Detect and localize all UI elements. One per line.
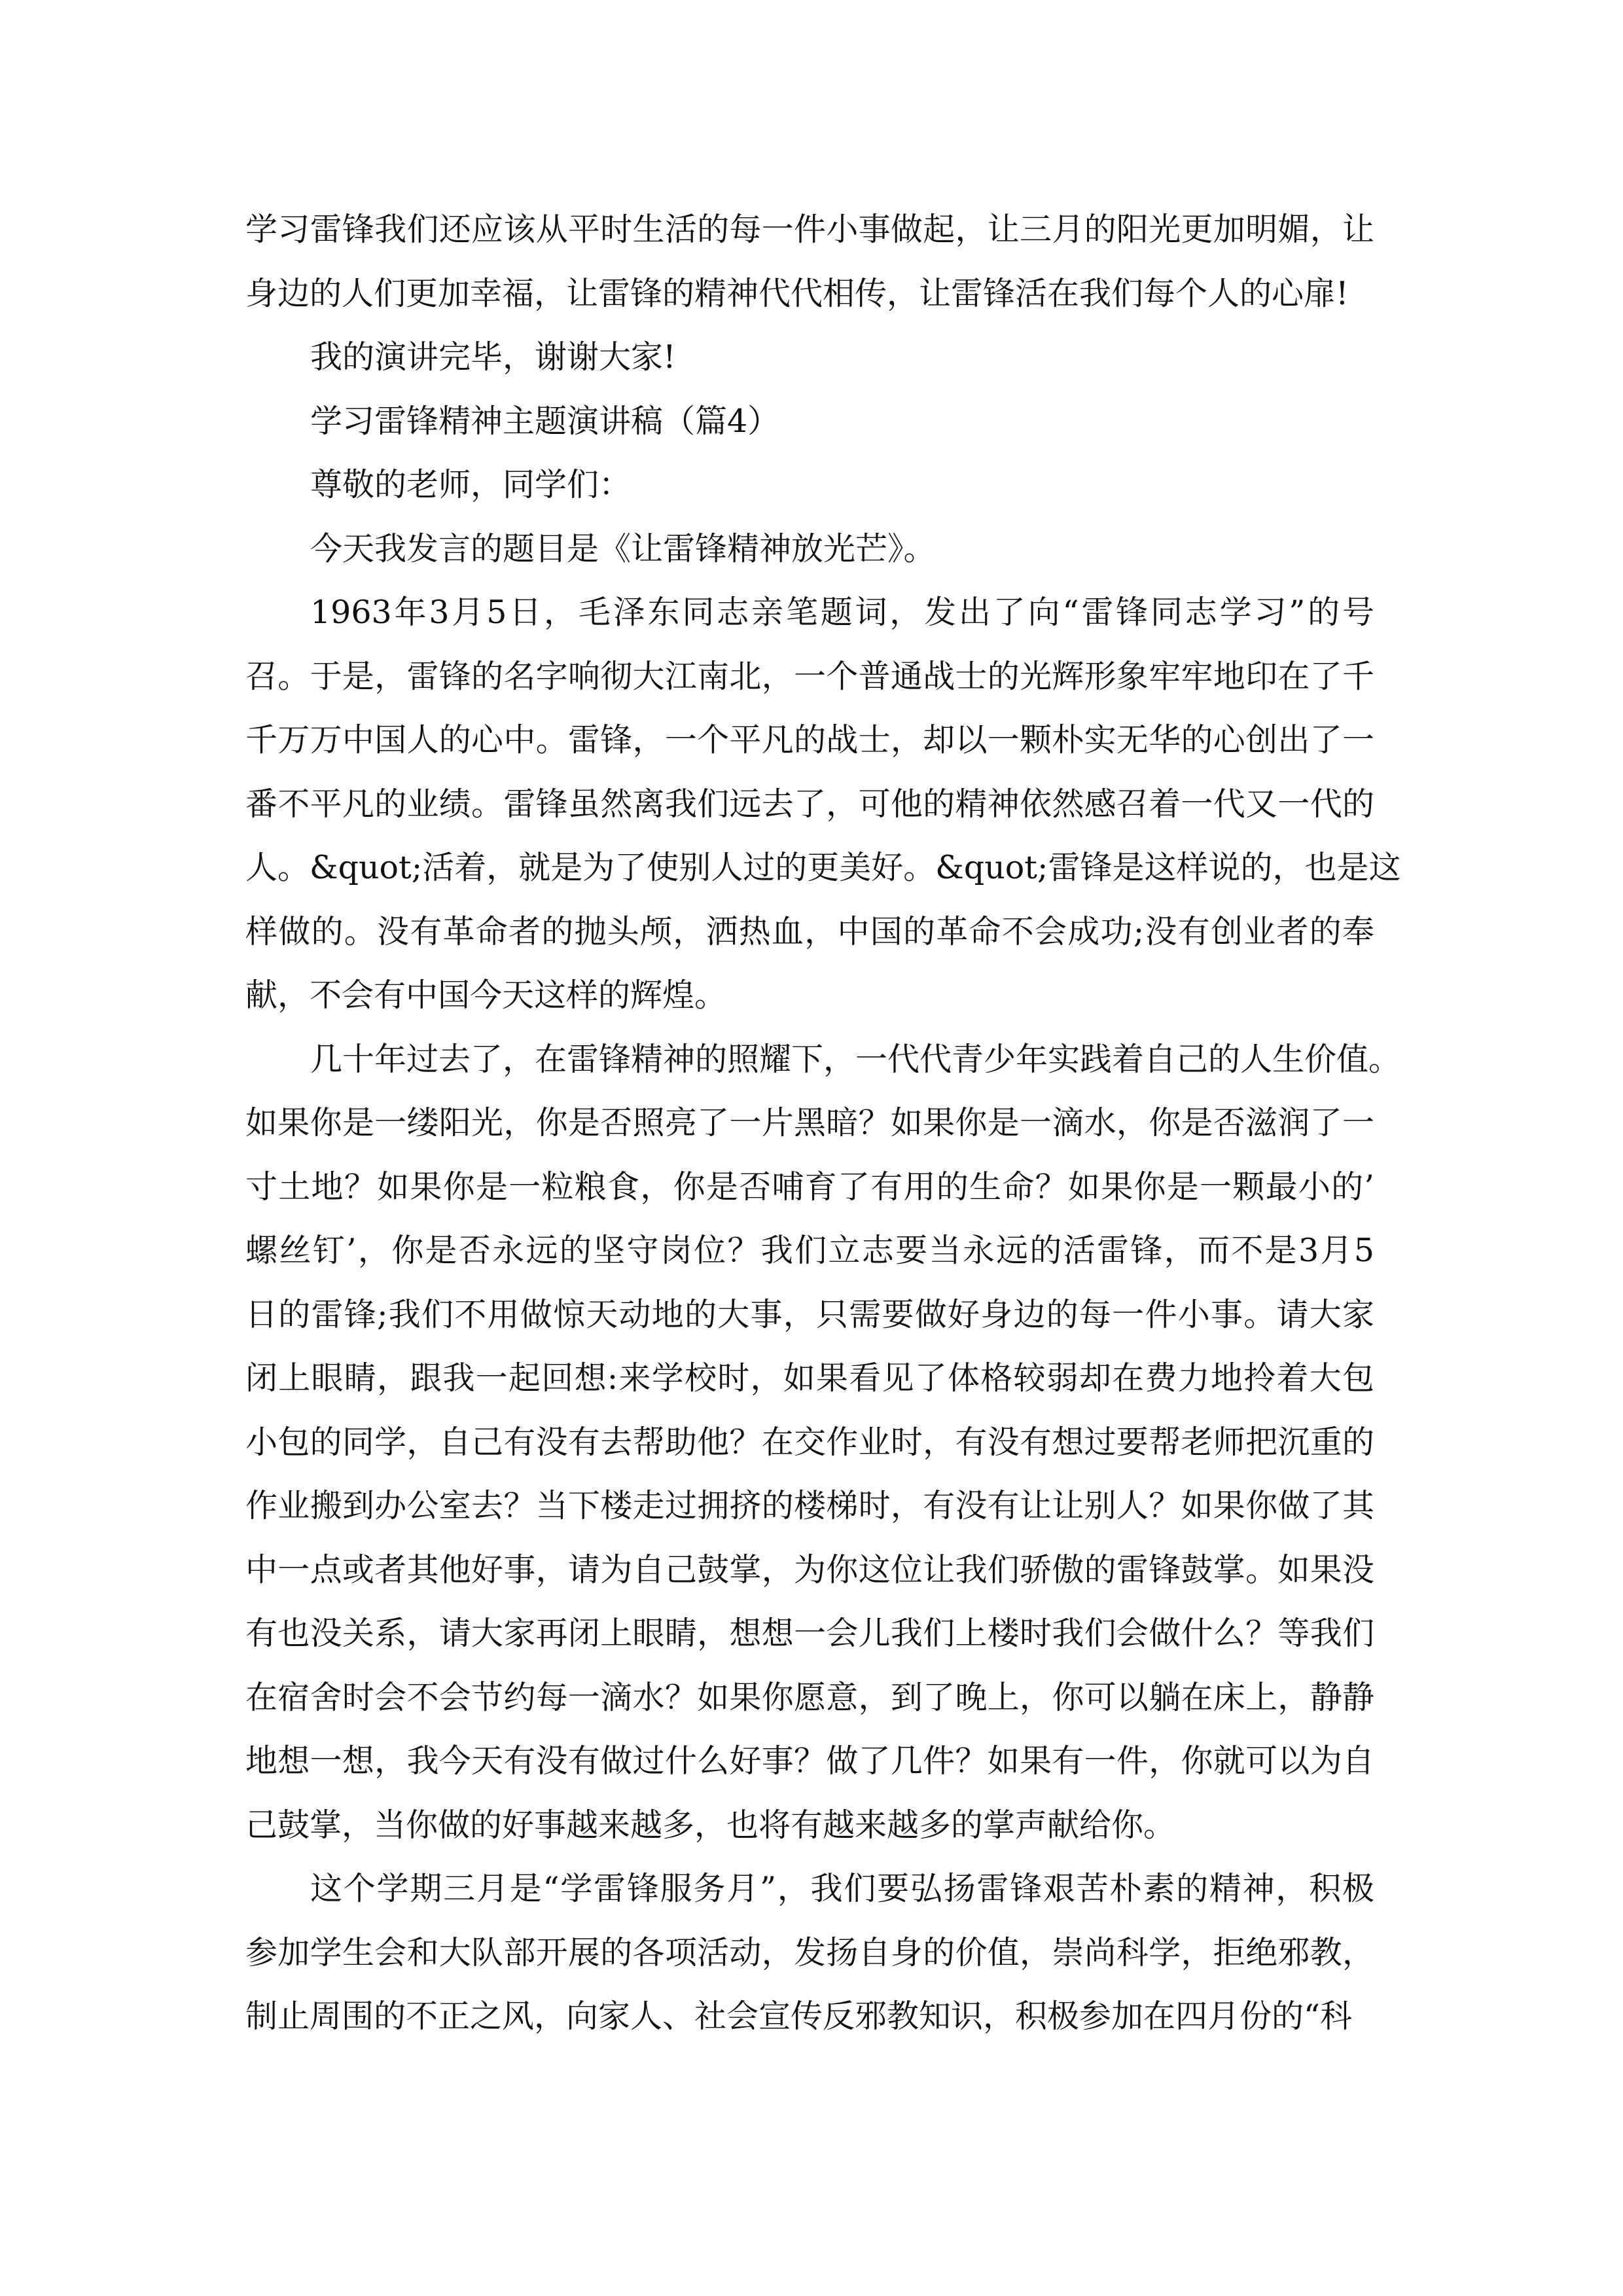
text-line: 召。于是，雷锋的名字响彻大江南北，一个普通战士的光辉形象牢牢地印在了千 <box>245 657 1374 695</box>
paragraph <box>245 453 1374 517</box>
paragraph <box>245 1857 1374 2049</box>
text-line: 样做的。没有革命者的抛头颅，洒热血，中国的革命不会成功;没有创业者的奉 <box>245 912 1374 950</box>
text-line: 1963年3月5日，毛泽东同志亲笔题词，发出了向“雷锋同志学习”的号 <box>310 594 1374 631</box>
text-line: 身边的人们更加幸福，让雷锋的精神代代相传，让雷锋活在我们每个人的心扉! <box>245 274 1349 312</box>
paragraph <box>245 325 1374 389</box>
text-line: 千万万中国人的心中。雷锋，一个平凡的战士，却以一颗朴实无华的心创出了一 <box>245 721 1374 759</box>
text-line: 地想一想，我今天有没有做过什么好事？做了几件？如果有一件，你就可以为自 <box>245 1742 1374 1780</box>
text-line: 学习雷锋我们还应该从平时生活的每一件小事做起，让三月的阳光更加明媚，让 <box>245 211 1374 248</box>
text-line: 人。&quot;活着，就是为了使别人过的更美好。&quot;雷锋是这样说的，也是这 <box>245 849 1401 886</box>
text-line: 己鼓掌，当你做的好事越来越多，也将有越来越多的掌声献给你。 <box>245 1806 1176 1844</box>
text-line: 小包的同学，自己有没有去帮助他？在交作业时，有没有想过要帮老师把沉重的 <box>245 1423 1374 1461</box>
text-line: 番不平凡的业绩。雷锋虽然离我们远去了，可他的精神依然感召着一代又一代的 <box>245 785 1374 823</box>
paragraph <box>245 389 1374 454</box>
text-line: 几十年过去了，在雷锋精神的照耀下，一代代青少年实践着自己的人生价值。 <box>310 1040 1401 1078</box>
text-line: 献，不会有中国今天这样的辉煌。 <box>245 977 727 1014</box>
paragraph <box>245 581 1401 1028</box>
text-line: 螺丝钉’，你是否永远的坚守岗位？我们立志要当永远的活雷锋，而不是3月5 <box>245 1232 1374 1269</box>
text-line: 今天我发言的题目是《让雷锋精神放光芒》。 <box>310 529 936 567</box>
text-line: 我的演讲完毕，谢谢大家! <box>310 338 676 376</box>
text-line: 学习雷锋精神主题演讲稿（篇4） <box>310 402 780 440</box>
text-line: 日的雷锋;我们不用做惊天动地的大事，只需要做好身边的每一件小事。请大家 <box>245 1295 1374 1333</box>
text-line: 作业搬到办公室去？当下楼走过拥挤的楼梯时，有没有让让别人？如果你做了其 <box>245 1487 1374 1524</box>
text-line: 在宿舍时会不会节约每一滴水？如果你愿意，到了晚上，你可以躺在床上，静静 <box>245 1678 1374 1716</box>
text-line: 尊敬的老师，同学们： <box>310 466 632 503</box>
paragraph <box>245 198 1374 325</box>
text-line: 有也没关系，请大家再闭上眼睛，想想一会儿我们上楼时我们会做什么？等我们 <box>245 1615 1374 1652</box>
text-line: 参加学生会和大队部开展的各项活动，发扬自身的价值，崇尚科学，拒绝邪教， <box>245 1933 1374 1971</box>
document-body <box>245 198 1401 2049</box>
text-line: 中一点或者其他好事，请为自己鼓掌，为你这位让我们骄傲的雷锋鼓掌。如果没 <box>245 1551 1374 1588</box>
text-line: 闭上眼睛，跟我一起回想:来学校时，如果看见了体格较弱却在费力地拎着大包 <box>245 1359 1374 1397</box>
text-line: 寸土地？如果你是一粒粮食，你是否哺育了有用的生命？如果你是一颗最小的’ <box>245 1168 1374 1206</box>
text-line: 这个学期三月是“学雷锋服务月”，我们要弘扬雷锋艰苦朴素的精神，积极 <box>310 1870 1374 1907</box>
paragraph <box>245 517 1374 581</box>
text-line: 制止周围的不正之风，向家人、社会宣传反邪教知识，积极参加在四月份的“科 <box>245 1998 1353 2035</box>
text-line: 如果你是一缕阳光，你是否照亮了一片黑暗？如果你是一滴水，你是否滋润了一 <box>245 1104 1374 1141</box>
paragraph <box>245 1028 1401 1857</box>
